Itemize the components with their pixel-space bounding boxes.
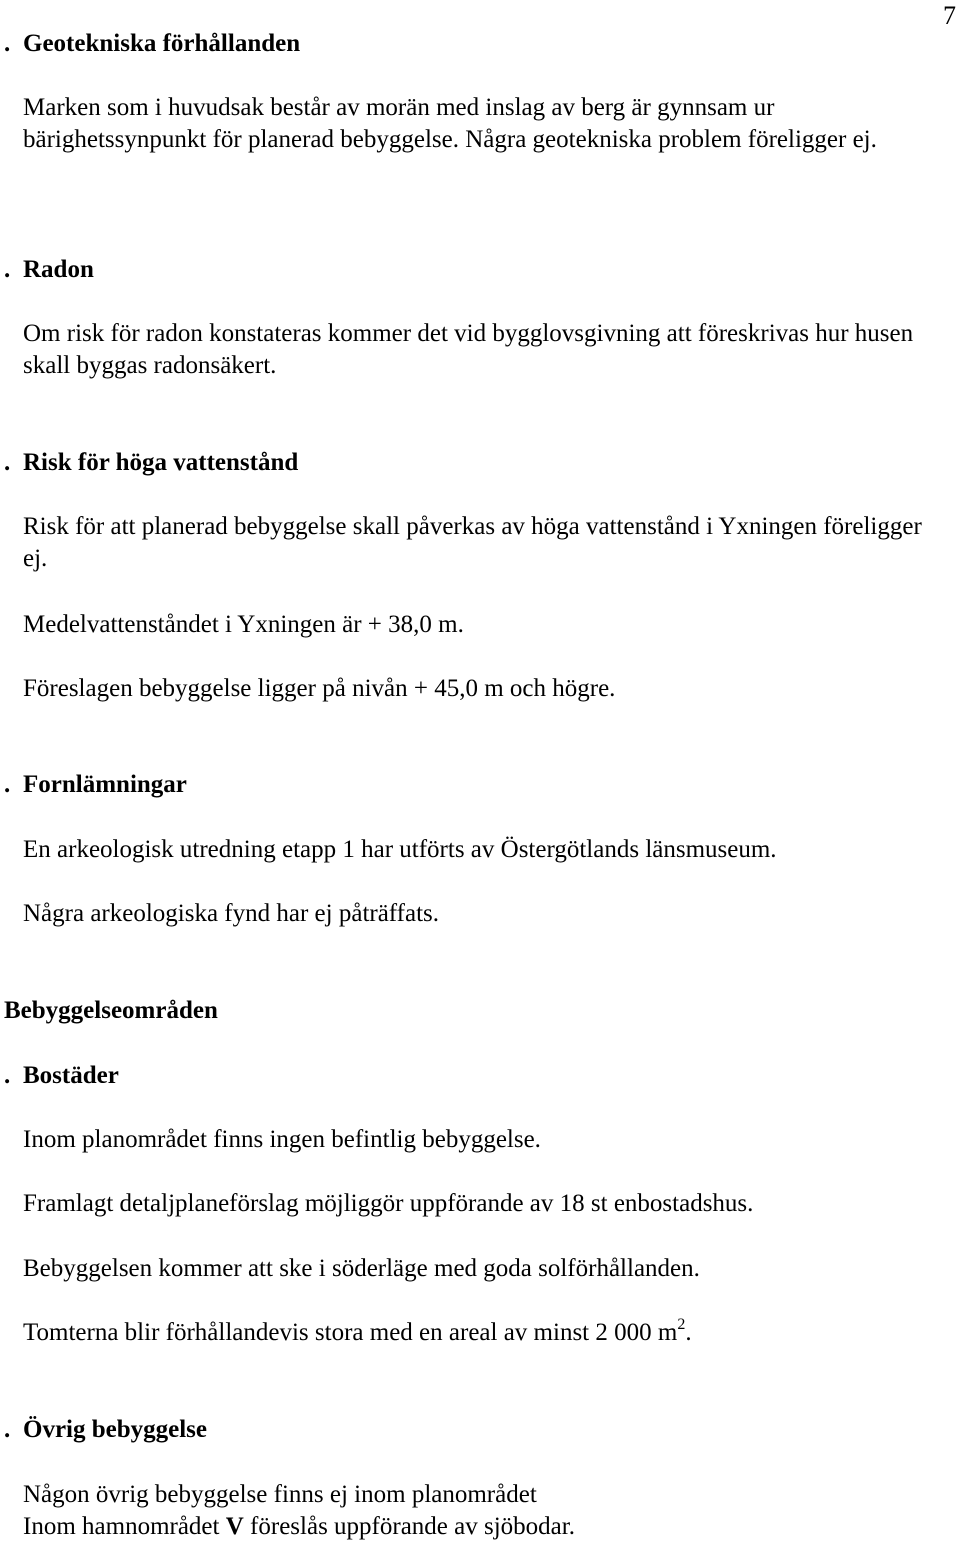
hamn-area-label: V bbox=[225, 1513, 244, 1540]
paragraph-bostader-3: Bebyggelsen kommer att ske i söderläge med goda solförhållanden. bbox=[23, 1255, 700, 1282]
heading-ovrig bbox=[4, 1414, 207, 1446]
heading-geotekniska bbox=[4, 28, 300, 60]
heading-title: Risk för höga vattenstånd bbox=[23, 449, 299, 476]
heading-bostader bbox=[4, 1060, 119, 1092]
heading-dot: . bbox=[4, 30, 11, 57]
paragraph-ovrig-2 bbox=[23, 1511, 943, 1543]
paragraph-fornlamningar-1: En arkeologisk utredning etapp 1 har utförts av Östergötlands länsmuseum. bbox=[23, 836, 777, 863]
paragraph-ovrig-1: Någon övrig bebyggelse finns ej inom planområdet bbox=[23, 1481, 537, 1508]
heading-title: Bostäder bbox=[23, 1062, 119, 1089]
paragraph-fornlamningar-2: Några arkeologiska fynd har ej påträffats. bbox=[23, 900, 440, 927]
paragraph-radon: Om risk för radon konstateras kommer det vid bygglovsgivning att föreskrivas hur husen skall byggas radonsäkert. bbox=[23, 320, 914, 379]
paragraph-vattenstand-1: Risk för att planerad bebyggelse skall påverkas av höga vattenstånd i Yxningen föreligger ej. bbox=[23, 513, 922, 572]
heading-title: Fornlämningar bbox=[23, 771, 187, 798]
paragraph-vattenstand-2: Medelvattenståndet i Yxningen är + 38,0 m. bbox=[23, 611, 464, 638]
areal-text: Tomterna blir förhållandevis stora med en areal av minst 2 000 m bbox=[23, 1319, 678, 1346]
heading-radon bbox=[4, 254, 94, 286]
paragraph-vattenstand-3: Föreslagen bebyggelse ligger på nivån + 45,0 m och högre. bbox=[23, 675, 616, 702]
hamn-text-after: föreslås uppförande av sjöbodar. bbox=[243, 1513, 575, 1540]
heading-dot: . bbox=[4, 1416, 11, 1443]
heading-fornlamningar bbox=[4, 769, 187, 801]
page-number: 7 bbox=[943, 1, 956, 30]
heading-title: Geotekniska förhållanden bbox=[23, 30, 301, 57]
heading-dot: . bbox=[4, 771, 11, 798]
paragraph-bostader-1: Inom planområdet finns ingen befintlig bebyggelse. bbox=[23, 1126, 541, 1153]
paragraph-geotekniska: Marken som i huvudsak består av morän med inslag av berg är gynnsam ur bärighetssynpunkt för planerad bebyggelse. Några geotekniska problem föreligger ej. bbox=[23, 94, 877, 153]
areal-period: . bbox=[685, 1319, 692, 1346]
hamn-text-before: Inom hamnområdet bbox=[23, 1513, 226, 1540]
heading-title: Övrig bebyggelse bbox=[23, 1416, 208, 1443]
heading-dot: . bbox=[4, 256, 11, 283]
heading-dot: . bbox=[4, 449, 11, 476]
heading-bebyggelseomraden: Bebyggelseområden bbox=[4, 997, 218, 1024]
heading-vattenstand bbox=[4, 447, 298, 479]
heading-dot: . bbox=[4, 1062, 11, 1089]
square-superscript: 2 bbox=[677, 1315, 686, 1333]
paragraph-bostader-4 bbox=[23, 1317, 943, 1349]
heading-title: Radon bbox=[23, 256, 94, 283]
paragraph-bostader-2: Framlagt detaljplaneförslag möjliggör uppförande av 18 st enbostadshus. bbox=[23, 1190, 754, 1217]
